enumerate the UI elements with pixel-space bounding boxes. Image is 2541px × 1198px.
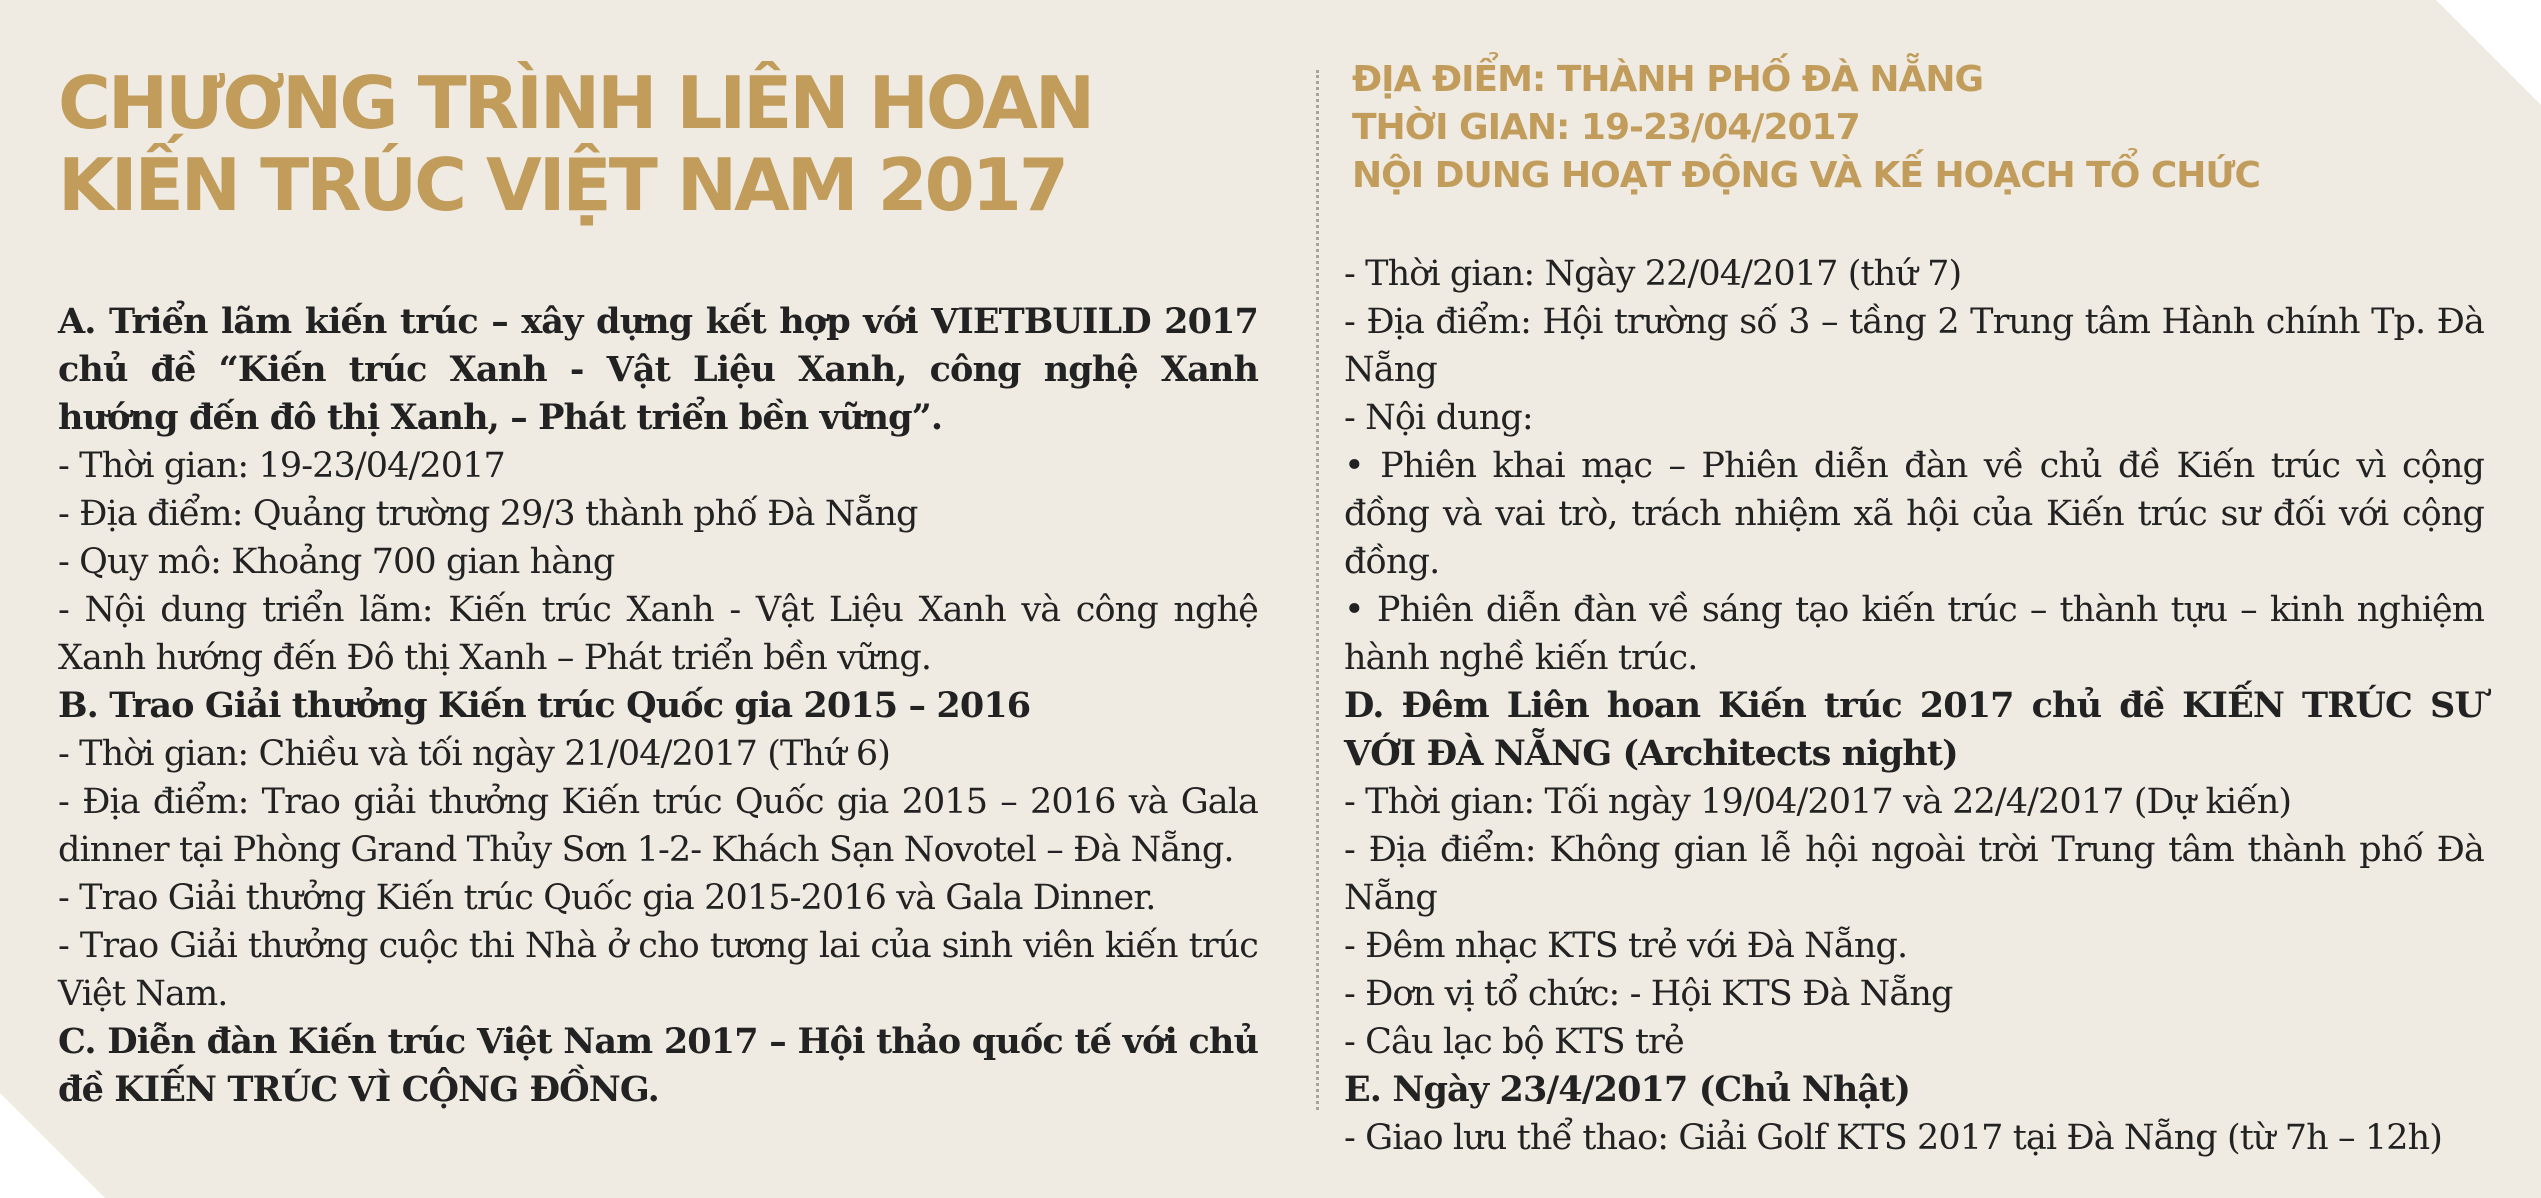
program-line: - Nội dung: <box>1344 398 1533 438</box>
program-line: - Thời gian: Ngày 22/04/2017 (thứ 7) <box>1344 254 1962 294</box>
section-heading: A. Triển lãm kiến trúc – xây dựng kết hợp với VIETBUILD 2017 chủ đề “Kiến trúc Xanh - Vật Liệu Xanh, công nghệ Xanh hướng đến đô thị Xanh, – Phát triển bền vững”. <box>58 301 1258 438</box>
meta-content-heading: NỘI DUNG HOẠT ĐỘNG VÀ KẾ HOẠCH TỔ CHỨC <box>1352 155 2260 196</box>
left-column <box>58 298 1258 1114</box>
program-line: - Nội dung triển lãm: Kiến trúc Xanh - Vật Liệu Xanh và công nghệ Xanh hướng đến Đô thị Xanh – Phát triển bền vững. <box>58 590 1258 678</box>
section-heading: E. Ngày 23/4/2017 (Chủ Nhật) <box>1344 1069 1911 1110</box>
program-line: - Trao Giải thưởng cuộc thi Nhà ở cho tương lai của sinh viên kiến trúc Việt Nam. <box>58 926 1258 1014</box>
program-line: - Địa điểm: Quảng trường 29/3 thành phố Đà Nẵng <box>58 494 918 534</box>
program-line: - Thời gian: 19-23/04/2017 <box>58 446 505 486</box>
program-line: • Phiên diễn đàn về sáng tạo kiến trúc – thành tựu – kinh nghiệm hành nghề kiến trúc. <box>1344 590 2484 678</box>
event-meta <box>1352 56 2502 200</box>
meta-time: THỜI GIAN: 19-23/04/2017 <box>1352 107 1860 148</box>
section-heading: D. Đêm Liên hoan Kiến trúc 2017 chủ đề KIẾN TRÚC SƯ VỚI ĐÀ NẴNG (Architects night) <box>1344 685 2484 774</box>
program-line: - Thời gian: Tối ngày 19/04/2017 và 22/4/2017 (Dự kiến) <box>1344 782 2292 822</box>
program-line: - Địa điểm: Trao giải thưởng Kiến trúc Quốc gia 2015 – 2016 và Gala dinner tại Phòng Grand Thủy Sơn 1-2- Khách Sạn Novotel – Đà Nẵng. <box>58 782 1258 870</box>
program-line: - Trao Giải thưởng Kiến trúc Quốc gia 2015-2016 và Gala Dinner. <box>58 878 1156 918</box>
program-line: - Câu lạc bộ KTS trẻ <box>1344 1022 1684 1062</box>
title-line-2: KIẾN TRÚC VIỆT NAM 2017 <box>58 143 1066 227</box>
column-divider <box>1316 70 1319 1110</box>
page-title <box>58 62 1258 226</box>
right-column <box>1344 250 2484 1162</box>
program-line: • Phiên khai mạc – Phiên diễn đàn về chủ đề Kiến trúc vì cộng đồng và vai trò, trách nhiệm xã hội của Kiến trúc sư đối với cộng đồng. <box>1344 446 2484 582</box>
section-heading: B. Trao Giải thưởng Kiến trúc Quốc gia 2015 – 2016 <box>58 685 1031 726</box>
title-line-1: CHƯƠNG TRÌNH LIÊN HOAN <box>58 61 1093 145</box>
program-line: - Đêm nhạc KTS trẻ với Đà Nẵng. <box>1344 926 1908 966</box>
program-line: - Giao lưu thể thao: Giải Golf KTS 2017 tại Đà Nẵng (từ 7h – 12h) <box>1344 1118 2442 1158</box>
program-line: - Thời gian: Chiều và tối ngày 21/04/2017 (Thứ 6) <box>58 734 891 774</box>
program-line: - Địa điểm: Không gian lễ hội ngoài trời Trung tâm thành phố Đà Nẵng <box>1344 830 2484 918</box>
meta-location: ĐỊA ĐIỂM: THÀNH PHỐ ĐÀ NẴNG <box>1352 59 1984 100</box>
program-line: - Quy mô: Khoảng 700 gian hàng <box>58 542 615 582</box>
program-line: - Địa điểm: Hội trường số 3 – tầng 2 Trung tâm Hành chính Tp. Đà Nẵng <box>1344 302 2484 390</box>
section-heading: C. Diễn đàn Kiến trúc Việt Nam 2017 – Hội thảo quốc tế với chủ đề KIẾN TRÚC VÌ CỘNG ĐỒNG. <box>58 1021 1258 1110</box>
program-line: - Đơn vị tổ chức: - Hội KTS Đà Nẵng <box>1344 974 1953 1014</box>
